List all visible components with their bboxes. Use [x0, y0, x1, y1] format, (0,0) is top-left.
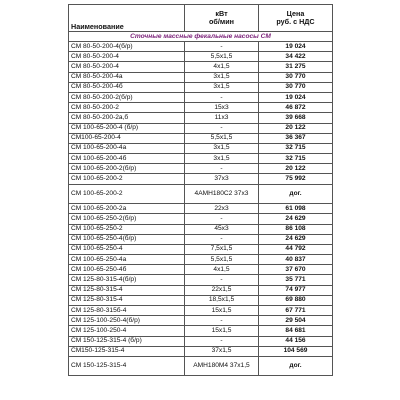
cell-name: СМ 80-50-200-4а	[69, 72, 185, 82]
table-row	[69, 326, 333, 336]
cell-power: 15х3	[185, 103, 259, 113]
cell-name: СМ150-125-315-4	[69, 346, 185, 356]
table-row	[69, 154, 333, 164]
cell-power: -	[185, 123, 259, 133]
cell-price: 37 670	[259, 265, 333, 275]
price-list-sheet	[68, 4, 332, 376]
table-row	[69, 285, 333, 295]
cell-name: СМ 100-65-250-4(б/р)	[69, 234, 185, 244]
cell-power: 45х3	[185, 224, 259, 234]
cell-power: 3х1,5	[185, 82, 259, 92]
cell-name: СМ 80-50-200-2	[69, 103, 185, 113]
cell-price: дог.	[259, 184, 333, 204]
table-row	[69, 113, 333, 123]
table-row	[69, 204, 333, 214]
table-row	[69, 255, 333, 265]
cell-name: СМ 100-65-200-2	[69, 174, 185, 184]
cell-power: 5,5х1,5	[185, 52, 259, 62]
cell-power: 4х1,5	[185, 265, 259, 275]
table-row	[69, 62, 333, 72]
cell-name: СМ 150-125-315-4 (б/р)	[69, 336, 185, 346]
header-power	[185, 5, 259, 32]
cell-price: 84 681	[259, 326, 333, 336]
table-row	[69, 82, 333, 92]
cell-price: 19 024	[259, 92, 333, 102]
cell-power: 5,5х1,5	[185, 133, 259, 143]
cell-power: -	[185, 336, 259, 346]
cell-price: 86 108	[259, 224, 333, 234]
cell-name: СМ 80-50-200-2а,б	[69, 113, 185, 123]
cell-power: 7,5х1,5	[185, 244, 259, 254]
cell-power: -	[185, 92, 259, 102]
table-row	[69, 234, 333, 244]
cell-name: СМ 100-65-250-4а	[69, 255, 185, 265]
table-row	[69, 275, 333, 285]
cell-power: 3х1,5	[185, 143, 259, 153]
cell-name: СМ 80-50-200-4б	[69, 82, 185, 92]
table-row	[69, 92, 333, 102]
table-row	[69, 123, 333, 133]
cell-name: СМ 125-80-315б-4	[69, 306, 185, 316]
cell-name: СМ 125-80-315-4	[69, 285, 185, 295]
cell-name: СМ 125-100-250-4	[69, 326, 185, 336]
table-row	[69, 316, 333, 326]
cell-price: 61 098	[259, 204, 333, 214]
cell-name: СМ 80-50-200-2(б/р)	[69, 92, 185, 102]
cell-price: 19 024	[259, 42, 333, 52]
cell-power: 22х1,5	[185, 285, 259, 295]
cell-price: 39 668	[259, 113, 333, 123]
cell-price: 74 977	[259, 285, 333, 295]
cell-power: -	[185, 234, 259, 244]
cell-name: СМ 125-80-315-4(б/р)	[69, 275, 185, 285]
header-power-line1: кВт	[215, 9, 228, 18]
cell-name: СМ 100-65-200-4а	[69, 143, 185, 153]
cell-power: 4АМН180С2 37х3	[185, 184, 259, 204]
header-name: Наименование	[69, 5, 185, 32]
table-row	[69, 356, 333, 376]
table-row	[69, 52, 333, 62]
cell-name: СМ 80-50-200-4	[69, 52, 185, 62]
cell-power: 3х1,5	[185, 154, 259, 164]
cell-price: 44 792	[259, 244, 333, 254]
cell-name: СМ 80-50-200-4(б/р)	[69, 42, 185, 52]
cell-name: СМ 100-65-200-2	[69, 184, 185, 204]
cell-name: СМ 150-125-315-4	[69, 356, 185, 376]
cell-price: 35 771	[259, 275, 333, 285]
table-row	[69, 72, 333, 82]
cell-power: -	[185, 275, 259, 285]
cell-name: СМ 80-50-200-4	[69, 62, 185, 72]
cell-price: 104 569	[259, 346, 333, 356]
cell-name: СМ 100-65-200-2а	[69, 204, 185, 214]
cell-power: 5,5х1,5	[185, 255, 259, 265]
cell-power: 4х1,5	[185, 62, 259, 72]
cell-power: -	[185, 164, 259, 174]
cell-name: СМ 125-80-315-4	[69, 295, 185, 305]
cell-price: 75 992	[259, 174, 333, 184]
table-row	[69, 174, 333, 184]
table-row	[69, 214, 333, 224]
cell-power: 3х1,5	[185, 72, 259, 82]
cell-name: СМ100-65-200-4	[69, 133, 185, 143]
cell-price: 31 275	[259, 62, 333, 72]
cell-name: СМ 100-65-250-4	[69, 244, 185, 254]
cell-name: СМ 125-100-250-4(б/р)	[69, 316, 185, 326]
cell-power: 15х1,5	[185, 306, 259, 316]
cell-price: 69 880	[259, 295, 333, 305]
category-title: Сточные массные фекальные насосы СМ	[69, 32, 333, 42]
table-row	[69, 133, 333, 143]
cell-price: 40 837	[259, 255, 333, 265]
cell-price: 24 629	[259, 234, 333, 244]
cell-power: 11х3	[185, 113, 259, 123]
cell-price: дог.	[259, 356, 333, 376]
header-power-line2: об/мин	[209, 17, 234, 26]
cell-price: 20 122	[259, 164, 333, 174]
table-row	[69, 336, 333, 346]
table-row	[69, 184, 333, 204]
cell-power: 37х1,5	[185, 346, 259, 356]
cell-name: СМ 100-65-250-4б	[69, 265, 185, 275]
cell-power: 22х3	[185, 204, 259, 214]
cell-power: 15х1,5	[185, 326, 259, 336]
cell-name: СМ 100-65-250-2	[69, 224, 185, 234]
header-price-line2: руб. с НДС	[276, 17, 315, 26]
cell-name: СМ 100-65-200-4б	[69, 154, 185, 164]
table-header-row	[69, 5, 333, 32]
table-row	[69, 306, 333, 316]
cell-price: 24 629	[259, 214, 333, 224]
price-table	[68, 4, 333, 376]
cell-power: 18,5х1,5	[185, 295, 259, 305]
cell-price: 29 504	[259, 316, 333, 326]
table-row	[69, 244, 333, 254]
cell-price: 32 715	[259, 154, 333, 164]
cell-price: 46 872	[259, 103, 333, 113]
cell-price: 32 715	[259, 143, 333, 153]
header-price-line1: Цена	[286, 9, 305, 18]
cell-name: СМ 100-65-250-2(б/р)	[69, 214, 185, 224]
cell-power: -	[185, 42, 259, 52]
table-row	[69, 224, 333, 234]
table-row	[69, 103, 333, 113]
header-price	[259, 5, 333, 32]
cell-name: СМ 100-65-200-4 (б/р)	[69, 123, 185, 133]
cell-price: 44 156	[259, 336, 333, 346]
category-row	[69, 32, 333, 42]
cell-power: 37х3	[185, 174, 259, 184]
table-row	[69, 346, 333, 356]
table-row	[69, 143, 333, 153]
table-row	[69, 164, 333, 174]
table-row	[69, 265, 333, 275]
cell-price: 67 771	[259, 306, 333, 316]
cell-power: АМН180М4 37х1,5	[185, 356, 259, 376]
cell-name: СМ 100-65-200-2(б/р)	[69, 164, 185, 174]
cell-price: 30 770	[259, 82, 333, 92]
cell-price: 36 367	[259, 133, 333, 143]
table-row	[69, 42, 333, 52]
cell-power: -	[185, 214, 259, 224]
cell-price: 30 770	[259, 72, 333, 82]
cell-power: -	[185, 316, 259, 326]
table-row	[69, 295, 333, 305]
cell-price: 34 422	[259, 52, 333, 62]
cell-price: 20 122	[259, 123, 333, 133]
